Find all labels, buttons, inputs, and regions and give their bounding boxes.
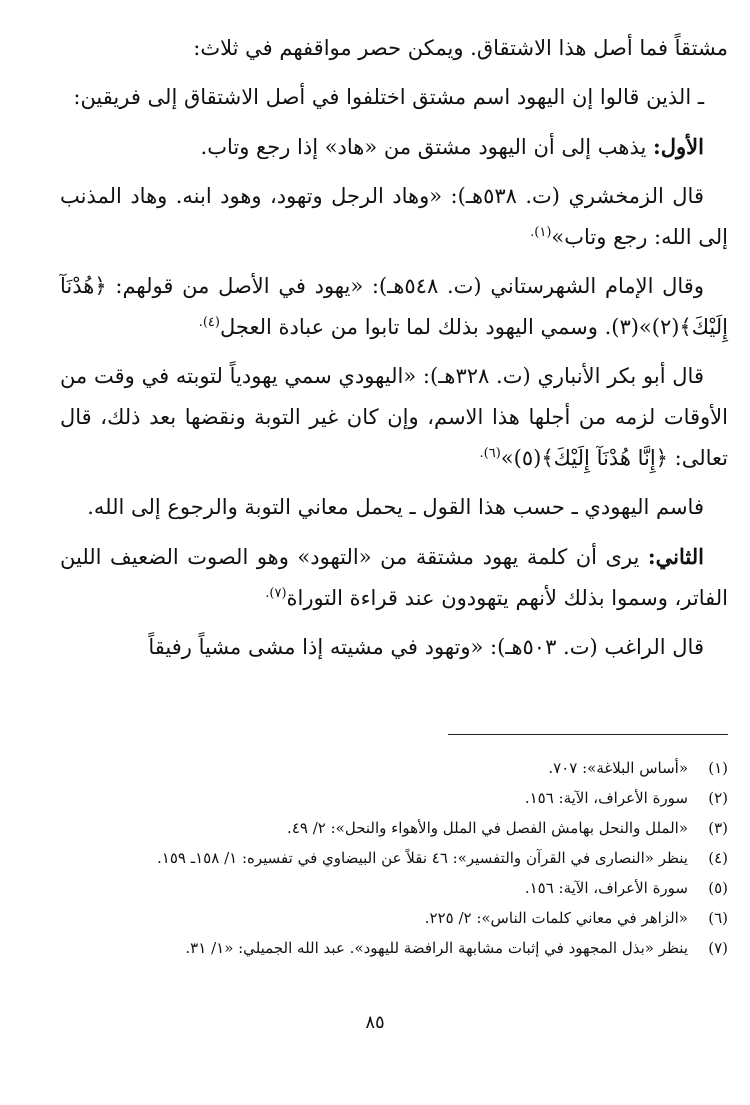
footnote-ref: (٦).: [479, 446, 501, 461]
footnote-text: سورة الأعراف، الآية: ١٥٦.: [524, 879, 688, 897]
footnote-number: (٧): [708, 939, 728, 957]
footnote-item: [60, 906, 728, 931]
footnote-item: [60, 786, 728, 811]
paragraph-shahrastani: وقال الإمام الشهرستاني (ت. ٥٤٨هـ): «يهود في الأصل من قولهم: ﴿هُدْنَآ إِلَيْكَ﴾(٢)»(٣). وسمي اليهود بذلك لما تابوا من عبادة العجل$^{(٤).}$: [60, 274, 728, 339]
paragraph-raghib: قال الراغب (ت. ٥٠٣هـ): «وتهود في مشيته إذا مشى مشياً رفيقاً: [148, 635, 704, 659]
paragraph-intro: مشتقاً فما أصل هذا الاشتقاق. ويمكن حصر مواقفهم في ثلاث:: [193, 36, 728, 60]
footnote-number: (٥): [708, 879, 728, 897]
footnotes-list: [60, 756, 728, 966]
footnote-item: [60, 846, 728, 871]
paragraph-derivation-split: ـ الذين قالوا إن اليهود اسم مشتق اختلفوا في أصل الاشتقاق إلى فريقين:: [73, 85, 704, 109]
footnote-ref: (٤).: [198, 315, 220, 330]
footnote-number: (٢): [708, 789, 728, 807]
footnote-text: «الزاهر في معاني كلمات الناس»: ٢/ ٢٢٥.: [424, 909, 688, 927]
footnote-text: ينظر «بذل المجهود في إثبات مشابهة الرافضة لليهود». عبد الله الجميلي: «١/ ٣١.: [185, 939, 688, 957]
paragraph-zamakhshari: قال الزمخشري (ت. ٥٣٨هـ): «وهاد الرجل وتهود، وهود ابنه. وهاد المذنب إلى الله: رجع وتاب»$^{(١).}$: [60, 184, 728, 249]
footnote-item: [60, 756, 728, 781]
footnote-text: «الملل والنحل بهامش الفصل في الملل والأهواء والنحل»: ٢/ ٤٩.: [287, 819, 688, 837]
footnote-text: ينظر «النصارى في القرآن والتفسير»: ٤٦ نقلاً عن البيضاوي في تفسيره: ١/ ١٥٨ـ ١٥٩.: [157, 849, 688, 867]
paragraph-first-view: الأول: يذهب إلى أن اليهود مشتق من «هاد» إذا رجع وتاب.: [200, 134, 704, 159]
page-number: ٨٥: [365, 1012, 385, 1033]
footnote-item: [60, 816, 728, 841]
footnote-item: [60, 876, 728, 901]
main-text: [60, 28, 728, 676]
paragraph-meaning: فاسم اليهودي ـ حسب هذا القول ـ يحمل معاني التوبة والرجوع إلى الله.: [87, 495, 704, 519]
footnote-number: (٣): [708, 819, 728, 837]
footnote-number: (٦): [708, 909, 728, 927]
footnote-ref: (١).: [530, 225, 552, 240]
footnote-number: (١): [708, 759, 728, 777]
section-lead-second: الثاني:: [647, 544, 704, 569]
paragraph-second-view: الثاني: يرى أن كلمة يهود مشتقة من «التهود» وهو الصوت الضعيف اللين الفاتر، وسموا بذلك لأنهم يتهودون عند قراءة التوراة$^{(٧).}$: [60, 544, 728, 610]
section-lead-first: الأول:: [653, 134, 704, 159]
footnote-text: سورة الأعراف، الآية: ١٥٦.: [524, 789, 688, 807]
paragraph-anbari: قال أبو بكر الأنباري (ت. ٣٢٨هـ): «اليهودي سمي يهودياً لتوبته في وقت من الأوقات لزمه من أجلها هذا الاسم، وإن كان غير التوبة ونقضها بعد ذلك، قال تعالى: ﴿إِنَّا هُدْنَآ إِلَيْكَ﴾(٥)»$^{(٦).}$: [60, 364, 728, 470]
footnote-number: (٤): [708, 849, 728, 867]
footnote-ref: (٧).: [265, 586, 287, 601]
footnote-divider: [448, 734, 728, 735]
footnote-text: «أساس البلاغة»: ٧٠٧.: [548, 759, 688, 777]
footnote-item: [60, 936, 728, 961]
